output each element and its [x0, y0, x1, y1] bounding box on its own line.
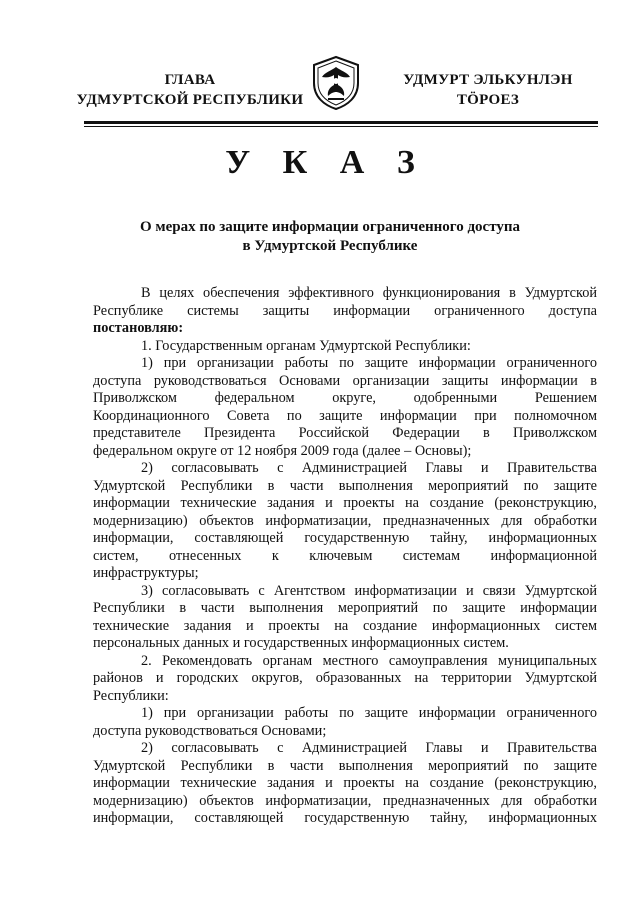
body-line: 2) согласовывать с Администрацией Главы и Правительства [141, 740, 597, 756]
body-line: информации технические задания и проекты на создание (реконструкцию, [93, 495, 597, 511]
body-line: Республики: [93, 687, 169, 704]
issuer-header-right [388, 70, 588, 110]
issuer-line-udm-2: ТӦРОЕЗ [456, 92, 520, 108]
issuer-line-2: УДМУРТСКОЙ РЕСПУБЛИКИ [76, 92, 304, 108]
body-line: Республики в части выполнения мероприятий по защите информации [93, 600, 597, 616]
body-line: 1) при организации работы по защите информации ограниченного [141, 355, 597, 371]
body-line: представителе Президента Российской Федерации в Приволжском [93, 425, 597, 441]
body-line: федеральном округе от 12 ноября 2009 года (далее – Основы); [93, 442, 472, 459]
body-line: информации, составляющей государственную тайну, информационных [93, 810, 597, 826]
document-title [120, 218, 540, 256]
body-line: доступа руководствоваться Основами организации защиты информации в [93, 372, 597, 389]
body-line-clause-2: 2. Рекомендовать органам местного самоуправления муниципальных [141, 652, 597, 669]
issuer-header-left [70, 70, 310, 110]
body-line: модернизацию) объектов информатизации, предназначенных для обработки [93, 792, 597, 809]
issuer-line-1: ГЛАВА [164, 72, 216, 88]
body-line: инфраструктуры; [93, 565, 199, 581]
body-line: информации, составляющей государственную тайну, информационных [93, 530, 597, 546]
document-title-line-1: О мерах по защите информации ограниченного доступа [139, 219, 521, 235]
body-line: технические задания и проекты на создание информационных систем [93, 617, 597, 634]
body-line-clause-1: 1. Государственным органам Удмуртской Республики: [141, 337, 471, 354]
body-line: 2) согласовывать с Администрацией Главы и Правительства [141, 460, 597, 476]
body-line: систем, отнесенных к ключевым системам информационной [93, 547, 597, 564]
document-title-line-2: в Удмуртской Республике [242, 238, 418, 254]
issuer-line-udm-1: УДМУРТ ЭЛЬКУНЛЭН [403, 72, 573, 88]
body-line: Удмуртской Республики в части выполнения мероприятий по защите [93, 757, 597, 774]
body-line: Приволжском федеральном округе, одобренными Решением [93, 390, 597, 406]
document-body [93, 285, 597, 828]
body-line: В целях обеспечения эффективного функционирования в Удмуртской [141, 285, 597, 301]
document-type-heading: У К А З [225, 144, 427, 181]
body-line: Республике системы защиты информации ограниченного доступа [93, 302, 597, 319]
body-line: районов и городских округов, образованных на территории Удмуртской [93, 670, 597, 686]
body-line: Координационного Совета по защите информации при полномочном [93, 407, 597, 424]
body-line-decree-word: постановляю: [93, 320, 184, 336]
body-line: Удмуртской Республики в части выполнения мероприятий по защите [93, 477, 597, 494]
body-line: доступа руководствоваться Основами; [93, 722, 327, 739]
body-line: персональных данных и государственных информационных систем. [93, 635, 509, 651]
header-divider-thick [84, 121, 598, 124]
body-line: модернизацию) объектов информатизации, предназначенных для обработки [93, 512, 597, 529]
body-line: 1) при организации работы по защите информации ограниченного [141, 705, 597, 721]
coat-of-arms-icon [310, 55, 362, 111]
body-line: информации технические задания и проекты на создание (реконструкцию, [93, 775, 597, 791]
header-divider-thin [84, 126, 598, 127]
body-line: 3) согласовывать с Агентством информатизации и связи Удмуртской [141, 582, 597, 599]
